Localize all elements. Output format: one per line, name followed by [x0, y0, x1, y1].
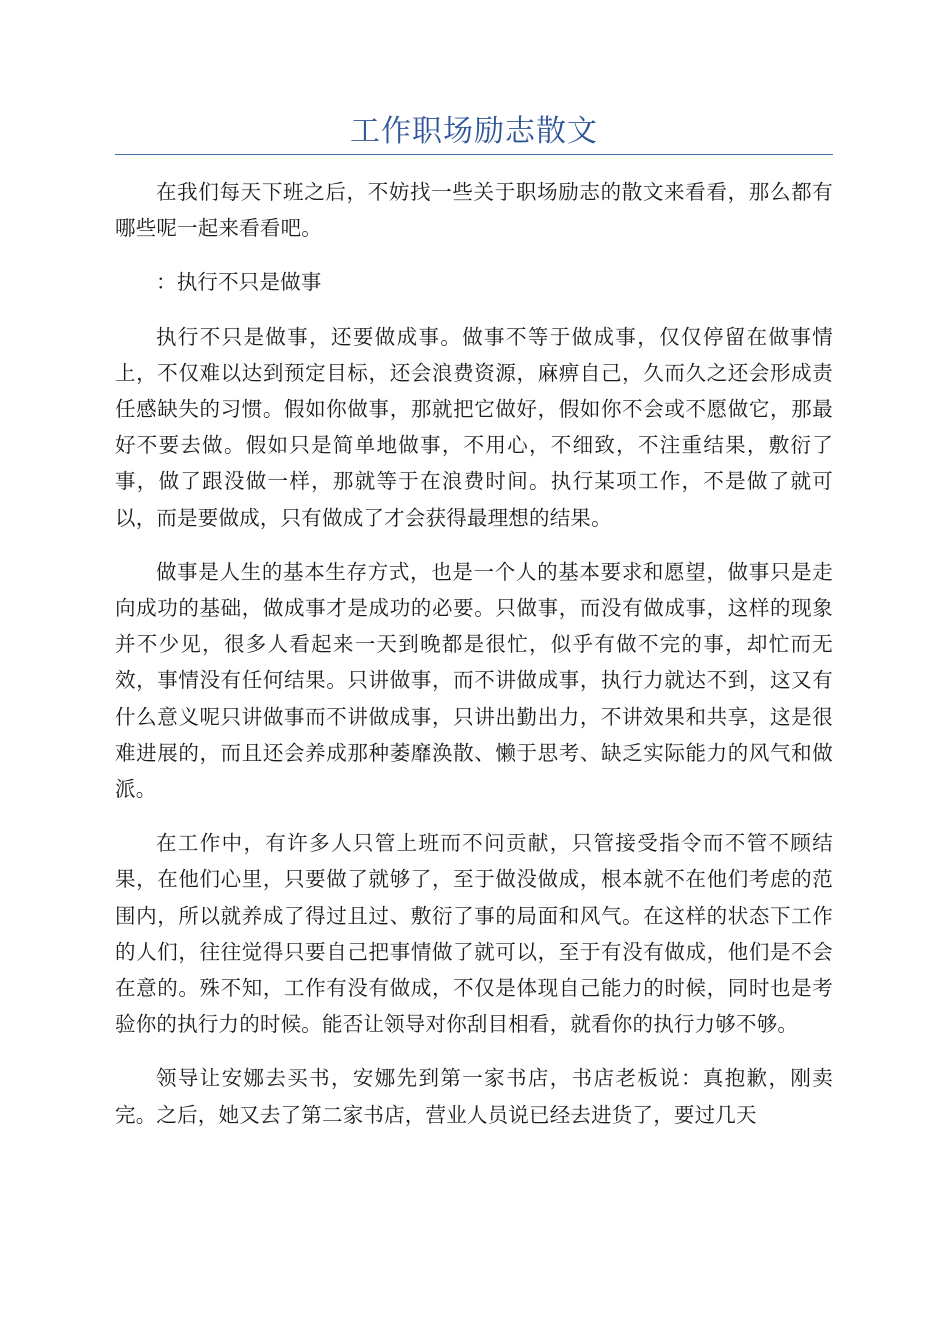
document-title: 工作职场励志散文 — [350, 114, 598, 149]
paragraph-heading: ：执行不只是做事 — [156, 270, 322, 295]
paragraph: 做事是人生的基本生存方式，也是一个人的基本要求和愿望，做事只是走向成功的基础，做成事才是成功的必要。只做事，而没有做成事，这样的现象并不少见，很多人看起来一天到晚都是很忙，似乎有做不完的事，却忙而无效，事情没有任何结果。只讲做事，而不讲做成事，执行力就达不到，这又有什么意义呢只讲做事而不讲做成事，只讲出勤出力，不讲效果和共享，这是很难进展的，而且还会养成那种萎靡涣散、懒于思考、缺乏实际能力的风气和做派。 — [115, 559, 833, 802]
paragraph-intro: 在我们每天下班之后，不妨找一些关于职场励志的散文来看看，那么都有哪些呢一起来看看吧。 — [115, 180, 833, 241]
paragraph: 执行不只是做事，还要做成事。做事不等于做成事，仅仅停留在做事情上，不仅难以达到预定目标，还会浪费资源，麻痹自己，久而久之还会形成责任感缺失的习惯。假如你做事，那就把它做好，假如你不会或不愿做它，那最好不要去做。假如只是简单地做事，不用心，不细致，不注重结果，敷衍了事，做了跟没做一样，那就等于在浪费时间。执行某项工作，不是做了就可以，而是要做成，只有做成了才会获得最理想的结果。 — [115, 324, 833, 530]
document-body — [115, 174, 833, 1151]
title-underline — [115, 154, 833, 155]
paragraph: 在工作中，有许多人只管上班而不问贡献，只管接受指令而不管不顾结果，在他们心里，只要做了就够了，至于做没做成，根本就不在他们考虑的范围内，所以就养成了得过且过、敷衍了事的局面和风气。在这样的状态下工作的人们，往往觉得只要自己把事情做了就可以，至于有没有做成，他们是不会在意的。殊不知，工作有没有做成，不仅是体现自己能力的时候，同时也是考验你的执行力的时候。能否让领导对你刮目相看，就看你的执行力够不够。 — [115, 831, 833, 1037]
paragraph: 领导让安娜去买书，安娜先到第一家书店，书店老板说：真抱歉，刚卖完。之后，她又去了第二家书店，营业人员说已经去进货了，要过几天 — [115, 1066, 833, 1127]
